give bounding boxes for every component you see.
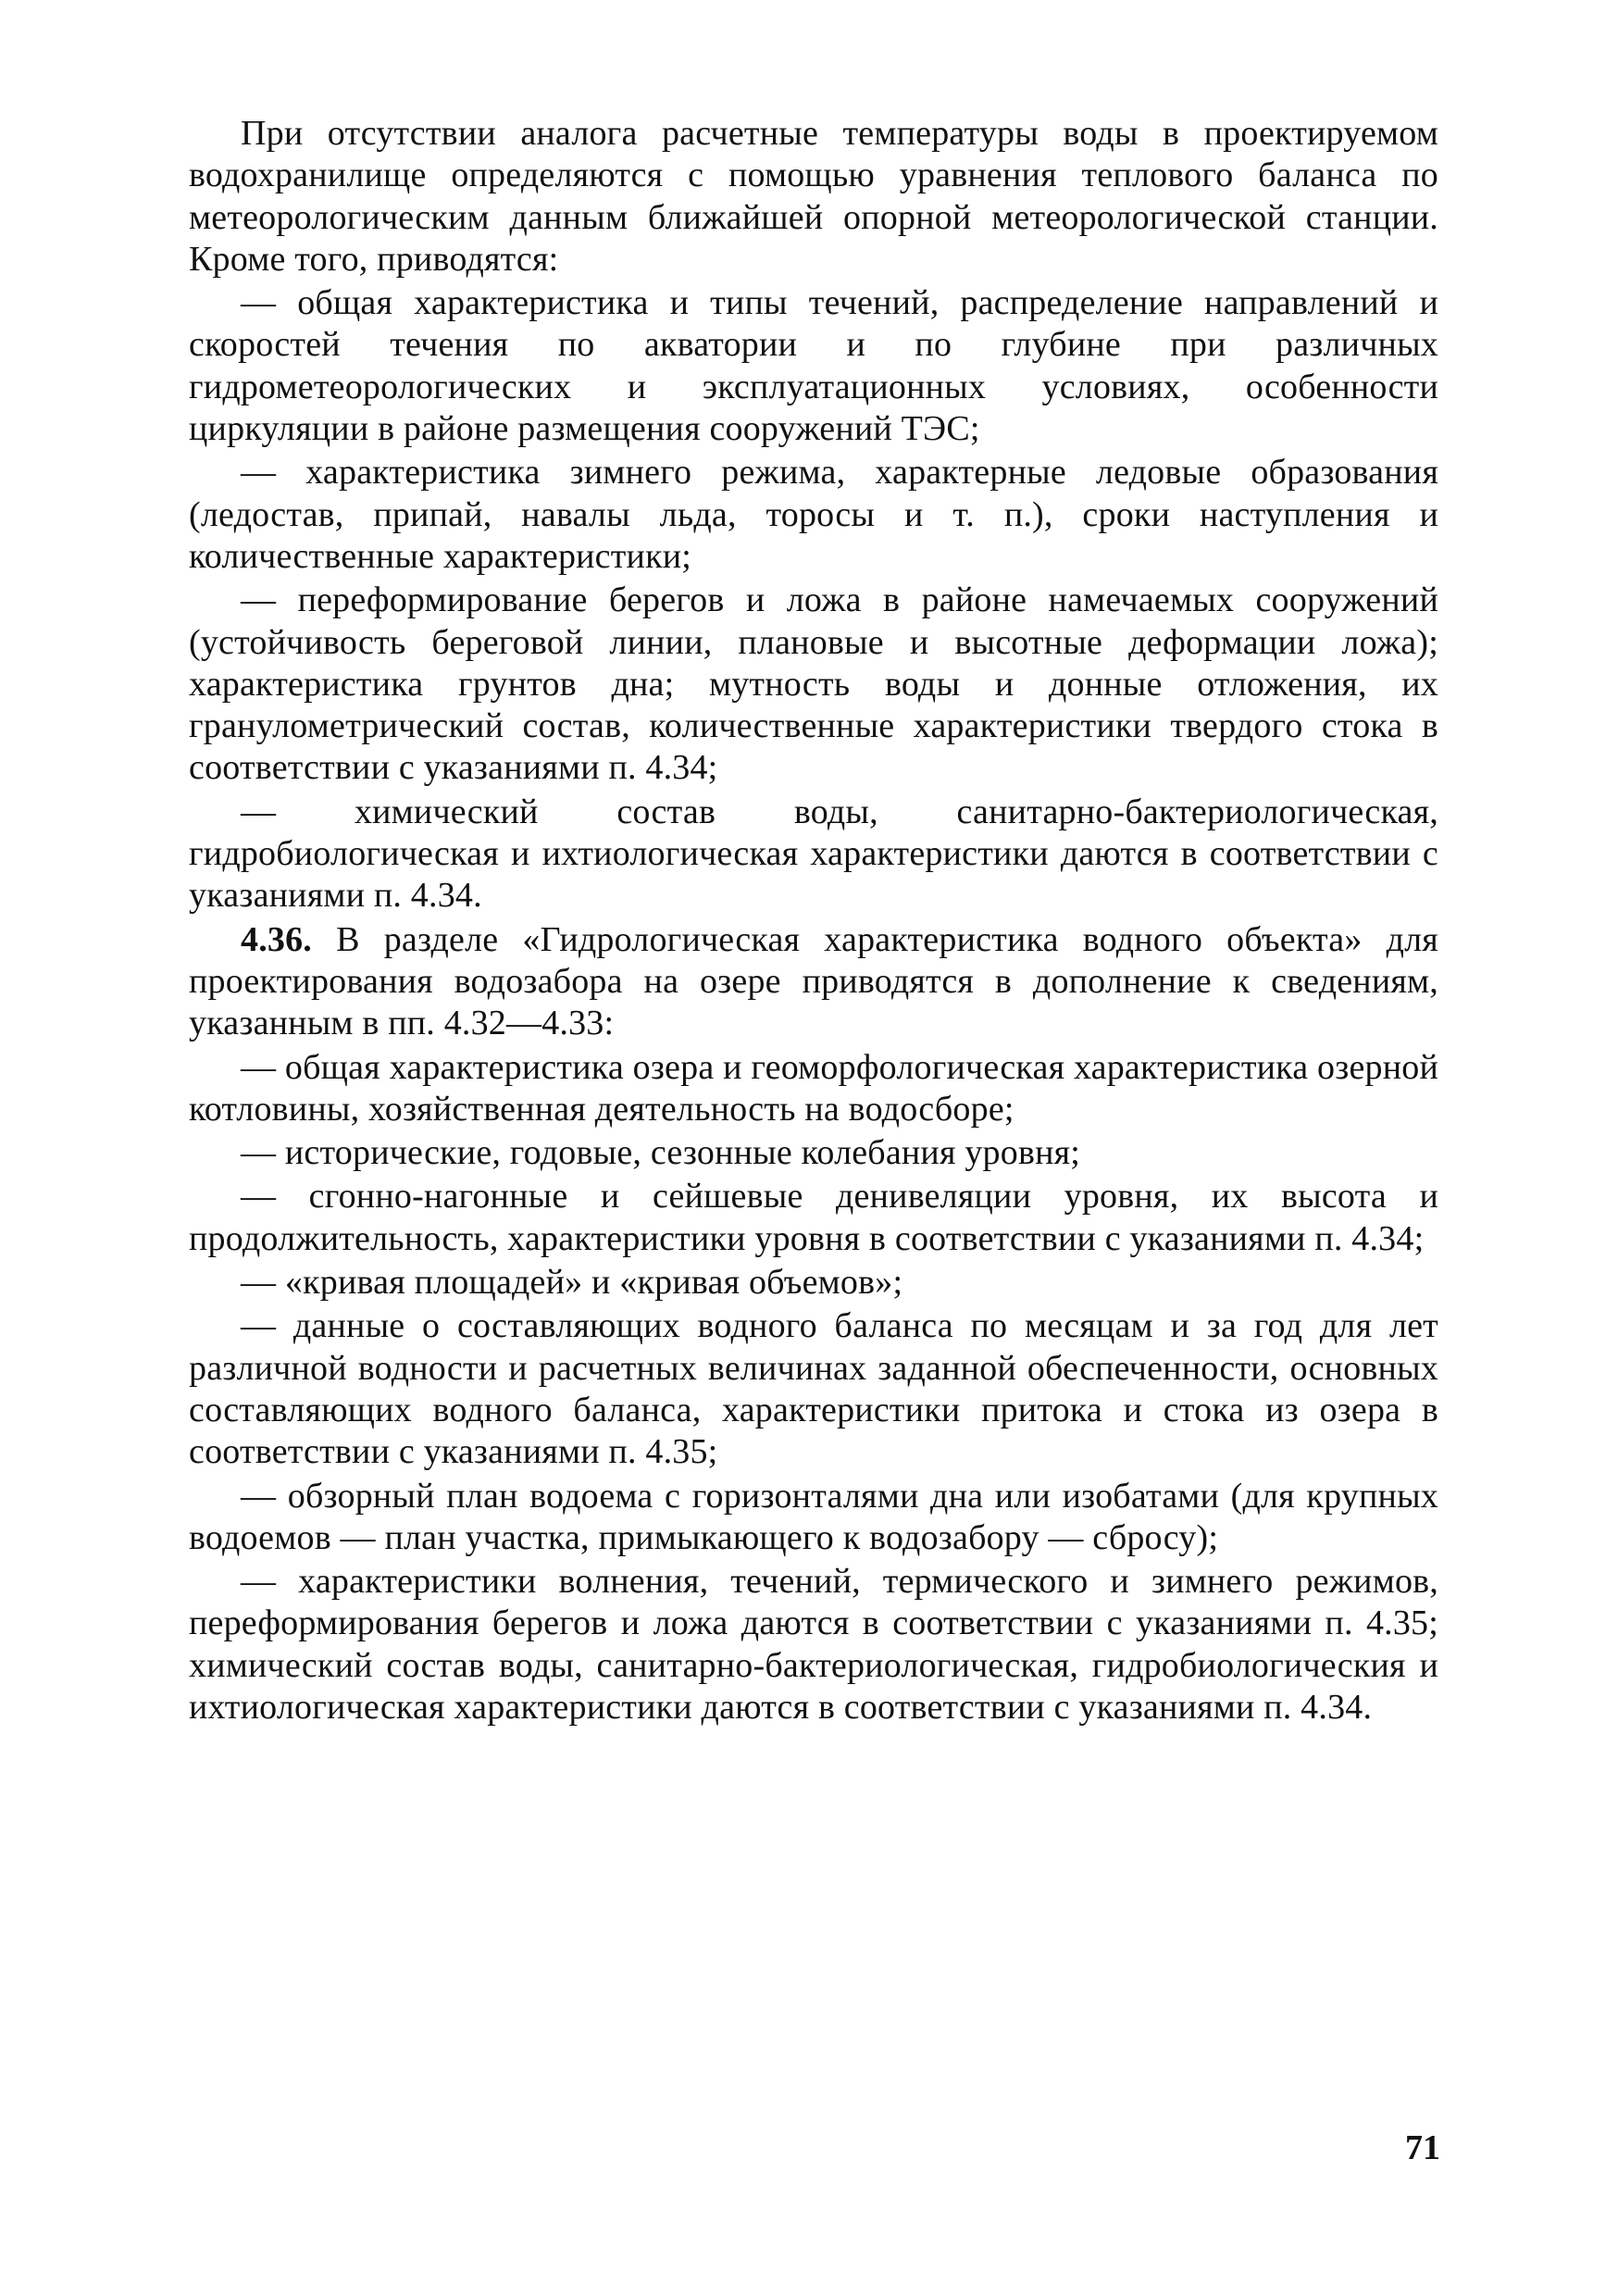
paragraph-text: — исторические, годовые, сезонные колебания уровня; — [241, 1133, 1081, 1173]
list-item-seiche — [189, 1176, 1438, 1260]
paragraph-text: — переформирование берегов и ложа в районе намечаемых сооружений (устойчивость береговой линии, плановые и высотные деформации ложа); характеристика грунтов дна; мутность воды и донные отложения, их гранулометрический состав, количественные характеристики твердого стока в соответствии с указаниями п. 4.34; — [189, 580, 1438, 788]
paragraph-text: — данные о составляющих водного баланса по месяцам и за год для лет различной водности и расчетных величинах заданной обеспеченности, основных составляющих водного баланса, характеристики притока и стока из озера в соответствии с указаниями п. 4.35; — [189, 1306, 1438, 1472]
page-number: 71 — [1405, 2128, 1440, 2167]
body-text — [189, 113, 1438, 1728]
paragraph-text: — сгонно-нагонные и сейшевые денивеляции уровня, их высота и продолжительность, характеристики уровня в соответствии с указаниями п. 4.34; — [189, 1177, 1438, 1258]
list-item-curves — [189, 1262, 1438, 1304]
paragraph-text: — характеристики волнения, течений, термического и зимнего режимов, переформирования берегов и ложа даются в соответствии с указаниями п. 4.35; химический состав воды, санитарно-бактериологическая, гидробиологическия и ихтиологическая характеристики даются в соответствии с указаниями п. 4.34. — [189, 1562, 1438, 1727]
list-item-chemical-composition — [189, 792, 1438, 917]
list-item-level-fluctuations — [189, 1132, 1438, 1174]
paragraph-text: В разделе «Гидрологическая характеристика водного объекта» для проектирования водозабора на озере приводятся в дополнение к сведениям, указанным в пп. 4.32—4.33: — [189, 919, 1438, 1043]
list-item-waves-currents — [189, 1561, 1438, 1728]
paragraph-text: — характеристика зимнего режима, характерные ледовые образования (ледостав, припай, навалы льда, торосы и т. п.), сроки наступления и количественные характеристики; — [189, 453, 1438, 576]
list-item-winter-regime — [189, 452, 1438, 578]
paragraph-text: — обзорный план водоема с горизонталями дна или изобатами (для крупных водоемов — план участка, примыкающего к водозабору — сбросу); — [189, 1476, 1438, 1557]
paragraph-text: — «кривая площадей» и «кривая объемов»; — [241, 1263, 903, 1303]
list-item-currents — [189, 282, 1438, 450]
paragraph-text: — химический состав воды, санитарно-бактериологическая, гидробиологическая и ихтиологическая характеристики даются в соответствии с указаниями п. 4.34. — [189, 792, 1438, 916]
section-4-36 — [189, 919, 1438, 1045]
section-number: 4.36. — [241, 919, 312, 959]
paragraph-text: — общая характеристика и типы течений, распределение направлений и скоростей течения по акватории и по глубине при различных гидрометеорологических и эксплуатационных условиях, особенности циркуляции в районе размещения сооружений ТЭС; — [189, 283, 1438, 449]
list-item-lake-characteristics — [189, 1047, 1438, 1131]
paragraph-text: — общая характеристика озера и геоморфологическая характеристика озерной котловины, хозяйственная деятельность на водосборе; — [189, 1047, 1438, 1129]
list-item-shore-reformation — [189, 580, 1438, 789]
paragraph-intro — [189, 113, 1438, 281]
paragraph-text: При отсутствии аналога расчетные температуры воды в проектируемом водохранилище определяются с помощью уравнения теплового баланса по метеорологическим данным ближайшей опорной метеорологической станции. Кроме того, приводятся: — [189, 114, 1438, 279]
list-item-water-balance — [189, 1305, 1438, 1473]
list-item-overview-plan — [189, 1476, 1438, 1560]
